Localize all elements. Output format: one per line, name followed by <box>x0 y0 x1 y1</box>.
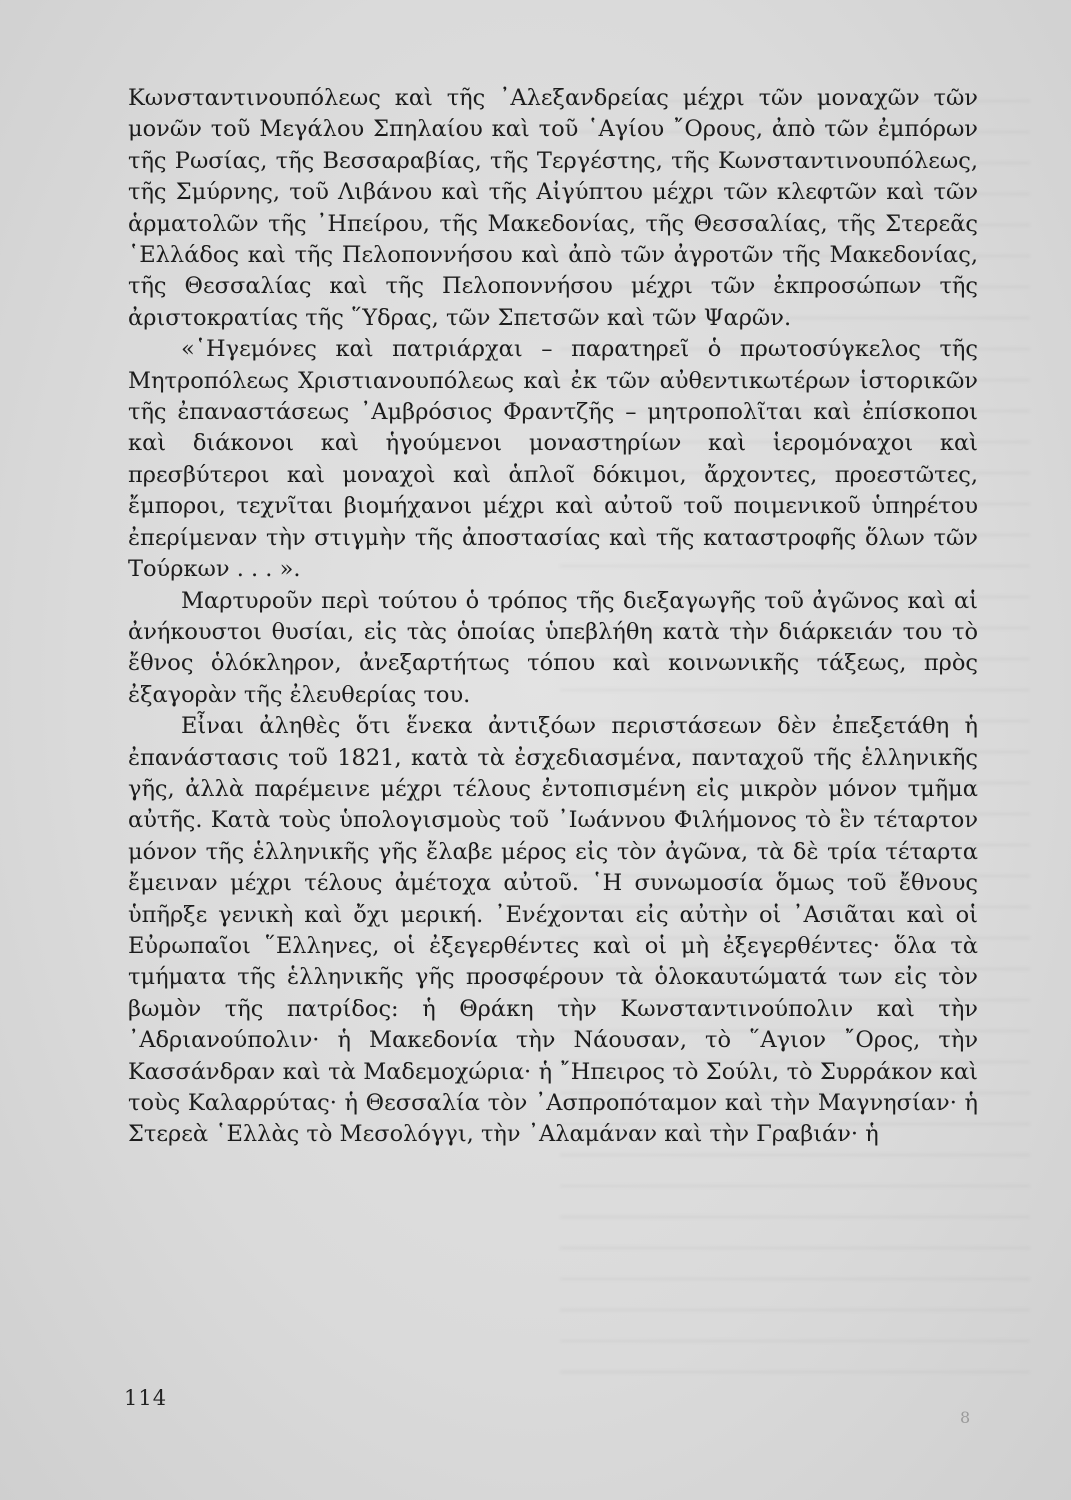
paragraph-2-quotation: «῾Ηγεμόνες καὶ πατριάρχαι – παρατηρεῖ ὁ πρωτοσύγκελος τῆς Μητροπόλεως Χριστιανουπόλεως καὶ ἐκ τῶν αὐθεντικωτέρων ἱστορικῶν τῆς ἐπαναστάσεως ᾿Αμβρόσιος Φραντζῆς – μητροπολῖται καὶ ἐπίσκοποι καὶ διάκονοι καὶ ἡγούμενοι μοναστηρίων καὶ ἱερομόναχοι καὶ πρεσβύτεροι καὶ μοναχοὶ καὶ ἁπλοῖ δόκιμοι, ἄρχοντες, προεστῶτες, ἔμποροι, τεχνῖται βιομήχανοι μέχρι καὶ αὐτοῦ τοῦ ποιμενικοῦ ὑπηρέτου ἐπερίμεναν τὴν στιγμὴν τῆς ἀποστασίας καὶ τῆς καταστροφῆς ὅλων τῶν Τούρκων . . . ». <box>128 336 978 583</box>
edge-mark: 8 <box>960 1408 971 1427</box>
body-text <box>128 83 978 1151</box>
paragraph-3: Μαρτυροῦν περὶ τούτου ὁ τρόπος τῆς διεξαγωγῆς τοῦ ἀγῶνος καὶ αἱ ἀνήκουστοι θυσίαι, εἰς τὰς ὁποίας ὑπεβλήθη κατὰ τὴν διάρκειάν του τὸ ἔθνος ὁλόκληρον, ἀνεξαρτήτως τόπου καὶ κοινωνικῆς τάξεως, πρὸς ἐξαγορὰν τῆς ἐλευθερίας του. <box>128 587 978 708</box>
paragraph-1: Κωνσταντινουπόλεως καὶ τῆς ᾿Αλεξανδρείας μέχρι τῶν μοναχῶν τῶν μονῶν τοῦ Μεγάλου Σπηλαίου καὶ τοῦ ῾Αγίου ῎Ορους, ἀπὸ τῶν ἐμπόρων τῆς Ρωσίας, τῆς Βεσσαραβίας, τῆς Τεργέστης, τῆς Κωνσταντινουπόλεως, τῆς Σμύρνης, τοῦ Λιβάνου καὶ τῆς Αἰγύπτου μέχρι τῶν κλεφτῶν καὶ τῶν ἁρματολῶν τῆς ᾿Ηπείρου, τῆς Μακεδονίας, τῆς Θεσσαλίας, τῆς Στερεᾶς ῾Ελλάδος καὶ τῆς Πελοποννήσου καὶ ἀπὸ τῶν ἀγροτῶν τῆς Μακεδονίας, τῆς Θεσσαλίας καὶ τῆς Πελοποννήσου μέχρι τῶν ἐκπροσώπων τῆς ἀριστοκρατίας τῆς ῞Υδρας, τῶν Σπετσῶν καὶ τῶν Ψαρῶν. <box>128 85 978 331</box>
page-number: 114 <box>124 1386 168 1410</box>
paragraph-4: Εἶναι ἀληθὲς ὅτι ἕνεκα ἀντιξόων περιστάσεων δὲν ἐπεξετάθη ἡ ἐπανάστασις τοῦ 1821, κατὰ τὰ ἐσχεδιασμένα, πανταχοῦ τῆς ἑλληνικῆς γῆς, ἀλλὰ παρέμεινε μέχρι τέλους ἐντοπισμένη εἰς μικρὸν μόνον τμῆμα αὐτῆς. Κατὰ τοὺς ὑπολογισμοὺς τοῦ ᾿Ιωάννου Φιλήμονος τὸ ἓν τέταρτον μόνον τῆς ἑλληνικῆς γῆς ἔλαβε μέρος εἰς τὸν ἀγῶνα, τὰ δὲ τρία τέταρτα ἔμειναν μέχρι τέλους ἀμέτοχα αὐτοῦ. ῾Η συνωμοσία ὅμως τοῦ ἔθνους ὑπῆρξε γενικὴ καὶ ὄχι μερική. ᾿Ενέχονται εἰς αὐτὴν οἱ ᾿Ασιᾶται καὶ οἱ Εὐρωπαῖοι ῞Ελληνες, οἱ ἐξεγερθέντες καὶ οἱ μὴ ἐξεγερθέντες· ὅλα τὰ τμήματα τῆς ἑλληνικῆς γῆς προσφέρουν τὰ ὁλοκαυτώματά των εἰς τὸν βωμὸν τῆς πατρίδος: ἡ Θράκη τὴν Κωνσταντινούπολιν καὶ τὴν ᾿Αδριανούπολιν· ἡ Μακεδονία τὴν Νάουσαν, τὸ ῞Αγιον ῎Ορος, τὴν Κασσάνδραν καὶ τὰ Μαδεμοχώρια· ἡ ῎Ηπειρος τὸ Σούλι, τὸ Συρράκον καὶ τοὺς Καλαρρύτας· ἡ Θεσσαλία τὸν ᾿Ασπροπόταμον καὶ τὴν Μαγνησίαν· ἡ Στερεὰ ῾Ελλὰς τὸ Μεσολόγγι, τὴν ᾿Αλαμάναν καὶ τὴν Γραβιάν· ἡ <box>128 713 978 1148</box>
